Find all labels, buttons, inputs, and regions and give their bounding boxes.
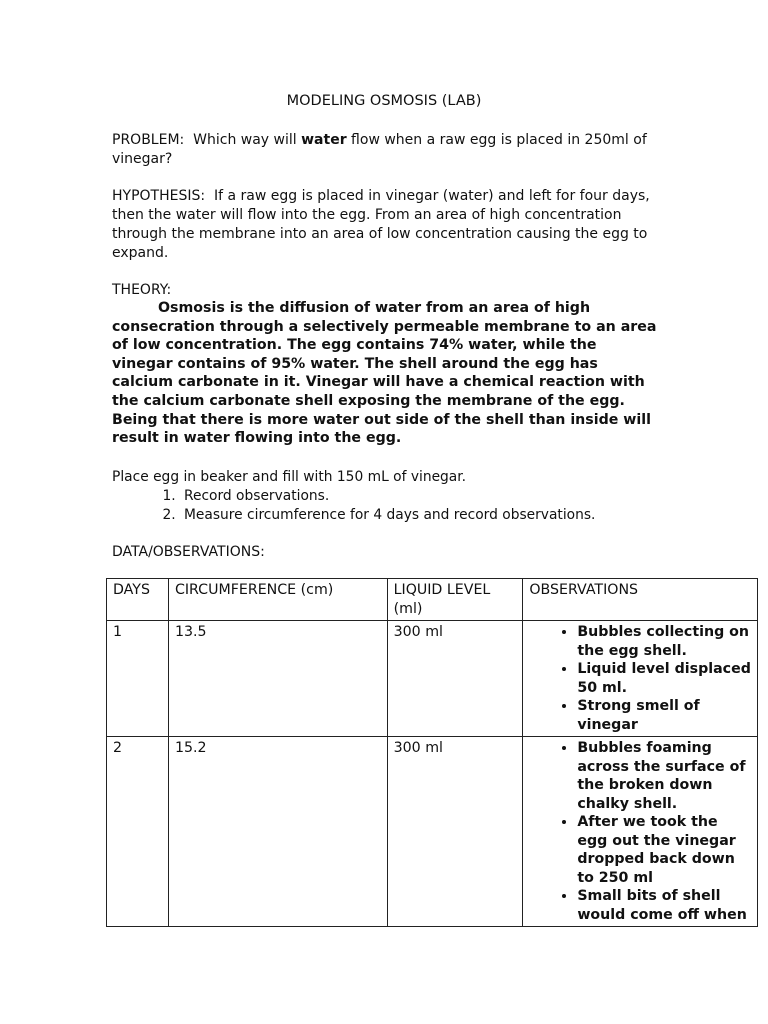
procedure-steps xyxy=(112,487,632,525)
observation-item: • Small bits of shell would come off when xyxy=(577,887,752,924)
problem-text-after: flow when a raw egg is placed in 250ml of vinegar? xyxy=(112,132,647,167)
problem-emphasis: water xyxy=(301,132,347,148)
hypothesis-label: HYPOTHESIS: xyxy=(112,188,206,204)
cell-day: 2 xyxy=(107,737,169,927)
observations-table xyxy=(106,578,758,927)
hypothesis-section xyxy=(112,187,652,263)
header-days: DAYS xyxy=(107,579,169,621)
observation-item: • Bubbles foaming across the surface of the broken down chalky shell. xyxy=(577,739,752,813)
data-heading: DATA/OBSERVATIONS: xyxy=(112,544,265,560)
problem-label: PROBLEM: xyxy=(112,132,185,148)
problem-text-before: Which way will xyxy=(193,132,302,148)
table-row xyxy=(107,737,758,927)
observation-list xyxy=(529,739,752,924)
theory-text: Osmosis is the diffusion of water from an area of high consecration through a selectively permeable membrane to an area of low concentration. The egg contains 74% water, while the vinegar contains of 95% water. The shell around the egg has calcium carbonate in it. Vinegar will have a chemical reaction with the calcium carbonate shell exposing the membrane of the egg. Being that there is more water out side of the shell than inside will result in water flowing into the egg. xyxy=(112,300,657,447)
observation-item: • Liquid level displaced 50 ml. xyxy=(577,660,752,697)
theory-label: THEORY: xyxy=(112,282,172,298)
observation-item: • After we took the egg out the vinegar dropped back down to 250 ml xyxy=(577,813,752,887)
cell-circumference: 15.2 xyxy=(168,737,387,927)
cell-observations xyxy=(523,621,758,737)
cell-day: 1 xyxy=(107,621,169,737)
cell-liquid-level: 300 ml xyxy=(387,621,523,737)
header-observations: OBSERVATIONS xyxy=(523,579,758,621)
procedure-step: 1. Record observations. xyxy=(180,487,632,506)
theory-body xyxy=(112,299,657,448)
table-header-row xyxy=(107,579,758,621)
cell-observations xyxy=(523,737,758,927)
cell-liquid-level: 300 ml xyxy=(387,737,523,927)
observation-item: • Strong smell of vinegar xyxy=(577,697,752,734)
problem-section xyxy=(112,131,652,169)
cell-circumference: 13.5 xyxy=(168,621,387,737)
procedure-intro: Place egg in beaker and fill with 150 mL of vinegar. xyxy=(112,469,467,485)
observation-item: • Bubbles collecting on the egg shell. xyxy=(577,623,752,660)
observation-list xyxy=(529,623,752,734)
procedure-section xyxy=(112,468,632,525)
table-row xyxy=(107,621,758,737)
procedure-step: 2. Measure circumference for 4 days and record observations. xyxy=(180,506,632,525)
hypothesis-text: If a raw egg is placed in vinegar (water) and left for four days, then the water will flow into the egg. From an area of high concentration through the membrane into an area of low concentration causing the egg to expand. xyxy=(112,188,650,261)
header-circumference: CIRCUMFERENCE (cm) xyxy=(168,579,387,621)
header-liquid-level: LIQUID LEVEL (ml) xyxy=(387,579,523,621)
document-title: MODELING OSMOSIS (LAB) xyxy=(286,93,482,109)
